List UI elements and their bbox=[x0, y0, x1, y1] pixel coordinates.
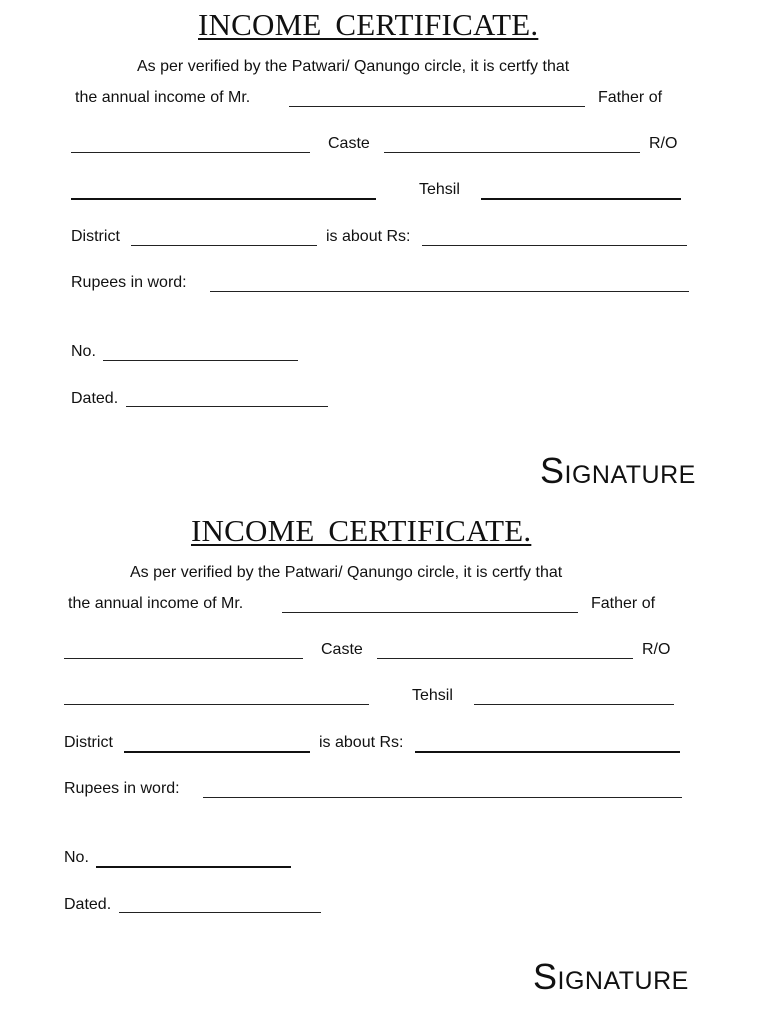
amount-label: is about Rs: bbox=[319, 734, 404, 751]
district-blank[interactable] bbox=[124, 751, 310, 753]
intro-text: As per verified by the Patwari/ Qanungo circle, it is certfy that bbox=[137, 58, 570, 75]
rupees-in-word-label: Rupees in word: bbox=[64, 780, 180, 797]
tehsil-blank[interactable] bbox=[474, 704, 674, 705]
dated-label: Dated. bbox=[64, 896, 112, 913]
signature-label: Signature bbox=[533, 956, 689, 997]
rupees-in-word-label: Rupees in word: bbox=[71, 274, 187, 291]
number-label: No. bbox=[71, 343, 96, 360]
income-certificate-2 bbox=[0, 506, 761, 1012]
district-label: District bbox=[71, 228, 120, 245]
certificate-title: INCOME CERTIFICATE. bbox=[191, 513, 532, 548]
certificate-title: INCOME CERTIFICATE. bbox=[198, 7, 539, 42]
annual-income-label: the annual income of Mr. bbox=[68, 595, 244, 612]
tehsil-blank[interactable] bbox=[481, 198, 681, 200]
name-blank[interactable] bbox=[282, 612, 578, 613]
residence-blank[interactable] bbox=[64, 704, 369, 705]
dated-blank[interactable] bbox=[126, 406, 328, 407]
caste-blank[interactable] bbox=[384, 152, 640, 153]
residence-blank[interactable] bbox=[71, 198, 376, 200]
district-blank[interactable] bbox=[131, 245, 317, 246]
intro-text: As per verified by the Patwari/ Qanungo circle, it is certfy that bbox=[130, 564, 563, 581]
ro-label: R/O bbox=[642, 641, 671, 658]
caste-blank[interactable] bbox=[377, 658, 633, 659]
father-name-blank[interactable] bbox=[71, 152, 310, 153]
annual-income-label: the annual income of Mr. bbox=[75, 89, 251, 106]
dated-label: Dated. bbox=[71, 390, 119, 407]
rupees-in-word-blank[interactable] bbox=[203, 797, 682, 798]
amount-blank[interactable] bbox=[415, 751, 680, 753]
dated-blank[interactable] bbox=[119, 912, 321, 913]
amount-blank[interactable] bbox=[422, 245, 687, 246]
amount-label: is about Rs: bbox=[326, 228, 411, 245]
number-blank[interactable] bbox=[96, 866, 291, 868]
district-label: District bbox=[64, 734, 113, 751]
number-label: No. bbox=[64, 849, 89, 866]
father-of-label: Father of bbox=[591, 595, 656, 612]
signature-label: Signature bbox=[540, 450, 696, 491]
ro-label: R/O bbox=[649, 135, 678, 152]
tehsil-label: Tehsil bbox=[419, 181, 460, 198]
caste-label: Caste bbox=[321, 641, 363, 658]
rupees-in-word-blank[interactable] bbox=[210, 291, 689, 292]
father-name-blank[interactable] bbox=[64, 658, 303, 659]
number-blank[interactable] bbox=[103, 360, 298, 361]
tehsil-label: Tehsil bbox=[412, 687, 453, 704]
name-blank[interactable] bbox=[289, 106, 585, 107]
caste-label: Caste bbox=[328, 135, 370, 152]
father-of-label: Father of bbox=[598, 89, 663, 106]
income-certificate-1 bbox=[0, 0, 768, 506]
